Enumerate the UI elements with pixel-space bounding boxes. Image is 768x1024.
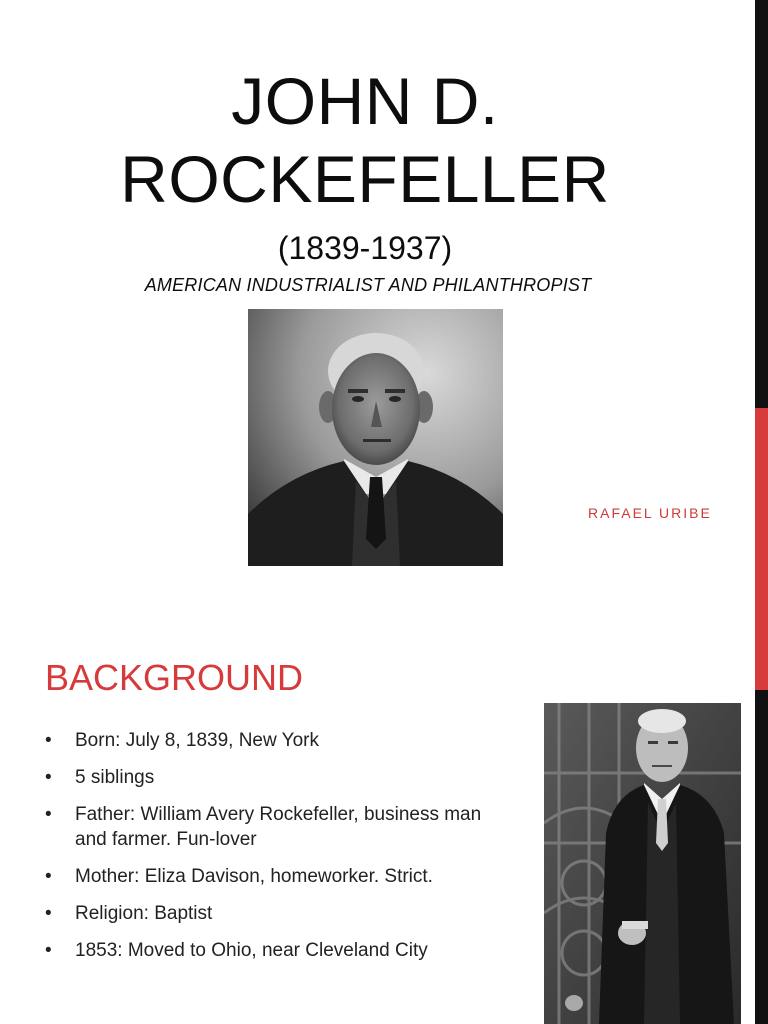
edge-bar-dark-top [755, 0, 768, 408]
bullet-icon: • [45, 903, 52, 924]
author-name: RAFAEL URIBE [588, 505, 712, 521]
bullet-icon: • [45, 804, 52, 825]
bullet-text: Religion: Baptist [75, 903, 213, 924]
bullet-text: 5 siblings [75, 767, 155, 788]
bullet-text: Mother: Eliza Davison, homeworker. Strict. [75, 866, 433, 887]
edge-bar-red-accent [755, 408, 768, 690]
list-item [45, 938, 515, 963]
life-dates: (1839-1937) [277, 230, 453, 266]
bullet-list [45, 728, 515, 975]
list-item [45, 864, 515, 889]
section-heading: BACKGROUND [45, 657, 304, 698]
title-line-2: ROCKEFELLER [120, 142, 610, 216]
list-item [45, 765, 515, 790]
title-line-1: JOHN D. [231, 64, 499, 138]
bullet-icon: • [45, 730, 52, 751]
slide-title [0, 62, 730, 218]
list-item [45, 802, 515, 852]
bullet-text: Born: July 8, 1839, New York [75, 730, 319, 751]
bullet-icon: • [45, 866, 52, 887]
bullet-text: 1853: Moved to Ohio, near Cleveland City [75, 940, 428, 961]
bullet-icon: • [45, 940, 52, 961]
bullet-text: Father: William Avery Rockefeller, business man and farmer. Fun-lover [75, 804, 482, 850]
list-item [45, 901, 515, 926]
slide-subtitle: AMERICAN INDUSTRIALIST AND PHILANTHROPIST [144, 275, 592, 295]
list-item [45, 728, 515, 753]
portrait-photo [248, 309, 503, 566]
standing-photo [544, 703, 741, 1024]
edge-bar-dark-bottom [755, 690, 768, 1024]
bullet-icon: • [45, 767, 52, 788]
